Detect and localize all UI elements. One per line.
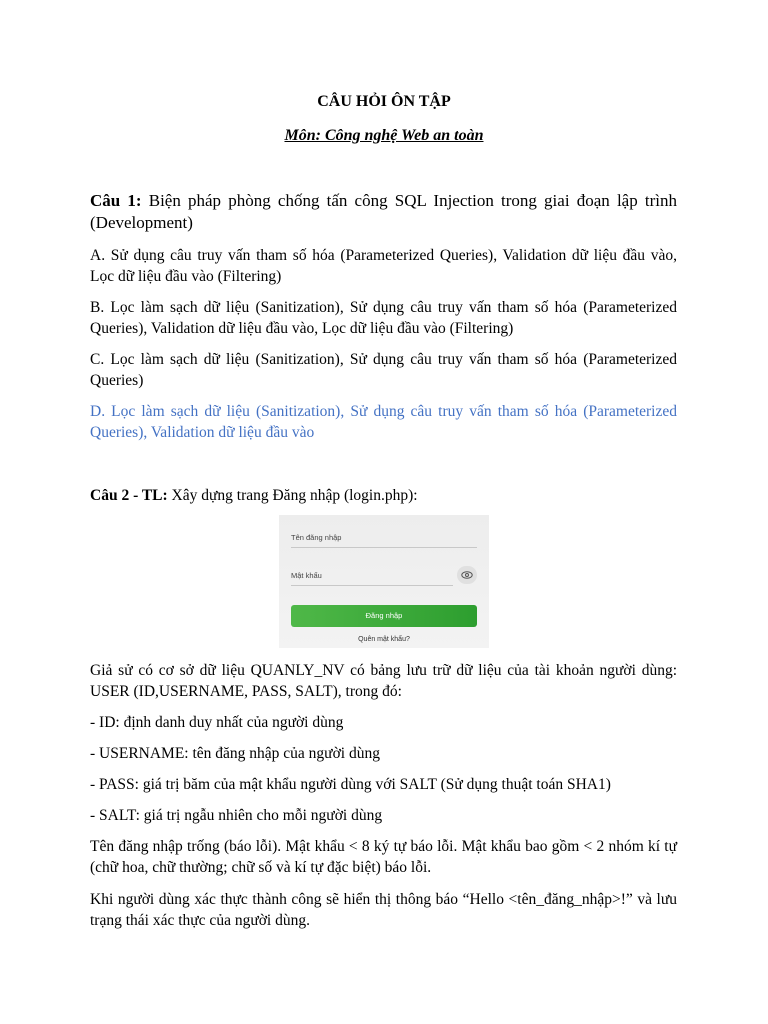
- question-2-label: Câu 2 - TL:: [90, 487, 168, 504]
- username-field[interactable]: Tên đăng nhập: [291, 533, 477, 548]
- question-2-text: Xây dựng trang Đăng nhập (login.php):: [167, 487, 418, 504]
- validation-rules: Tên đăng nhập trống (báo lỗi). Mật khẩu < 8 ký tự báo lỗi. Mật khẩu bao gồm < 2 nhóm kí tự (chữ hoa, chữ thường; chữ số và kí tự đặc biệt) báo lỗi.: [90, 838, 677, 876]
- list-item-username: - USERNAME: tên đăng nhập của người dùng: [90, 745, 380, 762]
- question-1-label: Câu 1:: [90, 191, 142, 210]
- question-1-text: Biện pháp phòng chống tấn công SQL Injection trong giai đoạn lập trình (Development): [90, 191, 677, 232]
- option-b: B. Lọc làm sạch dữ liệu (Sanitization), Sử dụng câu truy vấn tham số hóa (Parameterized Queries), Validation dữ liệu đầu vào, Lọc dữ liệu đầu vào (Filtering): [90, 299, 677, 337]
- database-description: Giả sử có cơ sở dữ liệu QUANLY_NV có bảng lưu trữ dữ liệu của tài khoản người dùng: USER (ID,USERNAME, PASS, SALT), trong đó:: [90, 662, 677, 700]
- login-form-mockup: [279, 515, 489, 648]
- password-field[interactable]: Mật khẩu: [291, 571, 453, 586]
- option-c: C. Lọc làm sạch dữ liệu (Sanitization), Sử dụng câu truy vấn tham số hóa (Parameterized Queries): [90, 351, 677, 389]
- list-item-salt: - SALT: giá trị ngẫu nhiên cho mỗi người dùng: [90, 807, 383, 824]
- page-title: CÂU HỎI ÔN TẬP: [317, 93, 451, 110]
- question-2: [90, 485, 677, 506]
- question-1: [90, 190, 677, 234]
- eye-icon[interactable]: [457, 566, 477, 584]
- eye-icon-glyph: [461, 571, 473, 579]
- option-a: A. Sử dụng câu truy vấn tham số hóa (Parameterized Queries), Validation dữ liệu đầu vào, Lọc dữ liệu đầu vào (Filtering): [90, 247, 677, 285]
- option-d-answer: D. Lọc làm sạch dữ liệu (Sanitization), Sử dụng câu truy vấn tham số hóa (Parameterized Queries), Validation dữ liệu đầu vào: [90, 403, 677, 441]
- login-button[interactable]: Đăng nhập: [291, 605, 477, 627]
- success-message-description: Khi người dùng xác thực thành công sẽ hiển thị thông báo “Hello <tên_đăng_nhập>!” và lưu trạng thái xác thực của người dùng.: [90, 891, 677, 929]
- subject-subtitle: Môn: Công nghệ Web an toàn: [284, 127, 484, 144]
- forgot-password-link[interactable]: Quên mật khẩu?: [358, 636, 410, 643]
- list-item-pass: - PASS: giá trị băm của mật khẩu người dùng với SALT (Sử dụng thuật toán SHA1): [90, 776, 611, 793]
- list-item-id: - ID: định danh duy nhất của người dùng: [90, 714, 344, 731]
